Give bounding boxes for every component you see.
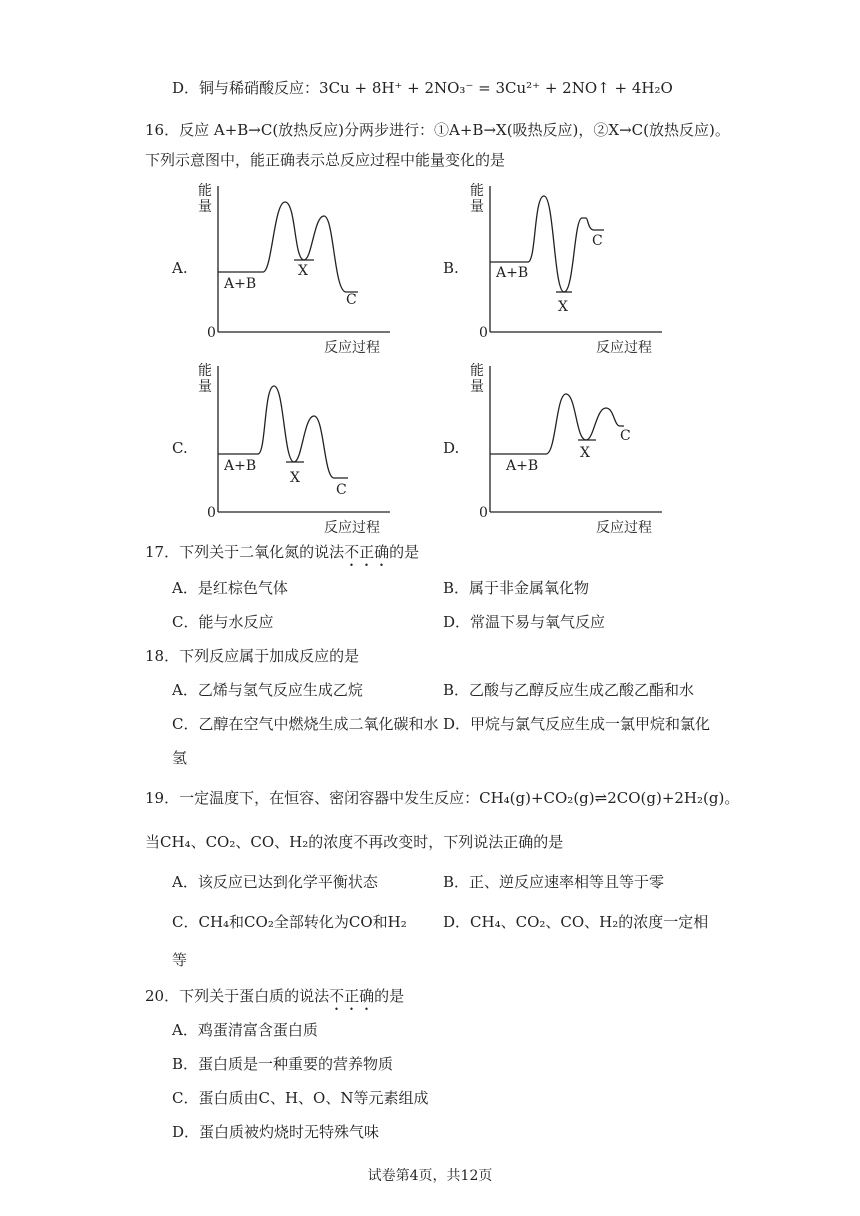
q19-stem-line1: 19．一定温度下，在恒容、密闭容器中发生反应：CH₄(g)+CO₂(g)⇌2CO(g)+2H₂(g)。 [145,789,740,807]
page-footer: 试卷第4页，共12页 [367,1168,493,1184]
label-c: C [336,482,347,498]
q18-stem: 18．下列反应属于加成反应的是 [145,647,360,665]
axis-y-label-2: 量 [198,379,212,395]
label-x: X [298,263,308,279]
q17-stem: 17．下列关于二氧化氮的说法不正确的是 [145,543,420,561]
axis-x-label: 反应过程 [596,520,652,536]
label-c: C [592,233,603,249]
q18-option-d-continued: 氢 [172,749,188,767]
q19-option-a: A．该反应已达到化学平衡状态 [172,873,378,891]
q20-stem: 20．下列关于蛋白质的说法不正确的是 [145,987,405,1005]
q15-option-d: D．铜与稀硝酸反应：3Cu + 8H⁺ + 2NO₃⁻ = 3Cu²⁺ + 2NO↑ + 4H₂O [172,79,673,97]
axis-y-label-2: 量 [470,379,484,395]
energy-diagram-d [462,358,682,538]
label-c: C [620,428,631,444]
label-ab: A+B [224,276,257,292]
q17-option-d: D．常温下易与氧气反应 [443,613,606,631]
axis-y-label-1: 能 [198,183,212,199]
axis-origin: 0 [479,325,488,341]
emphasis-text: 不正确 [344,543,390,561]
axis-y-label-1: 能 [470,183,484,199]
axis-origin: 0 [479,505,488,521]
q19-option-c: C．CH₄和CO₂全部转化为CO和H₂ [172,913,407,931]
q17-option-b: B．属于非金属氧化物 [443,579,590,597]
energy-curve [490,394,624,454]
label-ab: A+B [506,458,539,474]
q18-option-d: D．甲烷与氯气反应生成一氯甲烷和氯化 [443,715,711,733]
label-x: X [580,445,590,461]
q18-option-a: A．乙烯与氢气反应生成乙烷 [172,681,363,699]
q20-option-c: C．蛋白质由C、H、O、N等元素组成 [172,1089,429,1107]
axis-x-label: 反应过程 [596,340,652,356]
axis-y-label-2: 量 [198,199,212,215]
q16-option-a-label: A. [172,259,188,277]
axis-origin: 0 [207,505,216,521]
label-c: C [346,292,357,308]
axis-y-label-1: 能 [470,363,484,379]
emphasis-text: 不正确 [329,987,375,1005]
q16-stem-line1: 16．反应 A+B→C(放热反应)分两步进行：①A+B→X(吸热反应)，②X→C(放热反应)。 [145,121,730,139]
axis-y-label-1: 能 [198,363,212,379]
energy-diagram-c [190,358,410,538]
q20-option-b: B．蛋白质是一种重要的营养物质 [172,1055,394,1073]
q17-option-a: A．是红棕色气体 [172,579,288,597]
axis-x-label: 反应过程 [324,340,380,356]
q19-stem-line2: 当CH₄、CO₂、CO、H₂的浓度不再改变时，下列说法正确的是 [145,833,564,851]
label-x: X [290,470,300,486]
q20-option-a: A．鸡蛋清富含蛋白质 [172,1021,318,1039]
axis-y-label-2: 量 [470,199,484,215]
label-ab: A+B [496,265,529,281]
energy-diagram-a [190,178,410,358]
q19-option-b: B．正、逆反应速率相等且等于零 [443,873,665,891]
q16-stem-line2: 下列示意图中，能正确表示总反应过程中能量变化的是 [145,151,506,169]
label-x: X [558,299,568,315]
q18-option-c: C．乙醇在空气中燃烧生成二氧化碳和水 [172,715,439,733]
q17-option-c: C．能与水反应 [172,613,274,631]
label-ab: A+B [224,458,257,474]
q16-option-b-label: B. [443,259,459,277]
q19-option-d-continued: 等 [172,951,188,969]
axis-origin: 0 [207,325,216,341]
q16-option-d-label: D. [443,439,460,457]
energy-diagram-b [462,178,682,358]
axis-x-label: 反应过程 [324,520,380,536]
q19-option-d: D．CH₄、CO₂、CO、H₂的浓度一定相 [443,913,709,931]
q20-option-d: D．蛋白质被灼烧时无特殊气味 [172,1123,380,1141]
q18-option-b: B．乙酸与乙醇反应生成乙酸乙酯和水 [443,681,695,699]
q16-option-c-label: C. [172,439,188,457]
